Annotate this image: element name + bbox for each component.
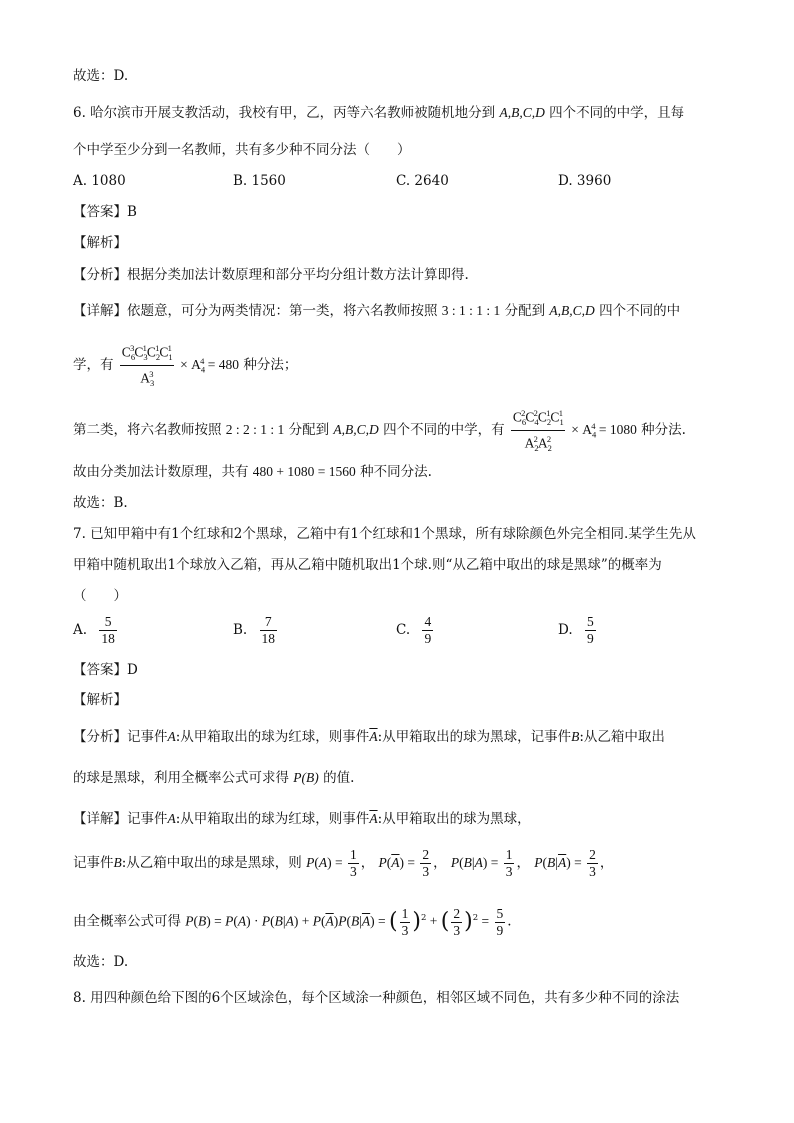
q6-analysis: 【分析】根据分类加法计数原理和部分平均分组计数方法计算即得. bbox=[73, 267, 469, 283]
q7-stem-line2: 甲箱中随机取出1个球放入乙箱，再从乙箱中随机取出1个球.则“从乙箱中取出的球是黑球”的概率为 bbox=[73, 557, 662, 573]
q7-option-b-value: $\frac{7}{18}$ bbox=[261, 614, 276, 646]
q6-class2-line: 第二类，将六名教师按照 2 : 2 : 1 : 1 分配到 A,B,C,D 四个不同的中学，有 $\frac{C_6^2C_4^2C_2^1C_1^1}{A_2^2A_2^2}$ × $A_4^4 = 1080$ 种分法. bbox=[73, 405, 686, 456]
prev-answer-choose: 故选：D. bbox=[73, 68, 129, 84]
q6-schools: A,B,C,D bbox=[499, 105, 545, 120]
q6-detail-text-a: 【详解】依题意，可分为两类情况：第一类，将六名教师按照 bbox=[73, 303, 438, 319]
q6-detail-text-b: 分配到 bbox=[504, 303, 546, 319]
q7-choose: 故选：D. bbox=[73, 954, 129, 970]
q7-option-b bbox=[233, 614, 279, 647]
q7-fenxi-text-a: 【分析】记事件 bbox=[73, 729, 168, 745]
q7-detail-event-a-bar: $\overline{A}$ bbox=[369, 811, 378, 826]
q7-option-c-value: $\frac{4}{9}$ bbox=[424, 614, 432, 646]
q6-sum-text-a: 故由分类加法计数原理，共有 bbox=[73, 464, 249, 480]
q6-result-1080: = 1080 bbox=[598, 422, 637, 438]
q6-option-c: C. 2640 bbox=[396, 173, 449, 189]
q7-pb: P(B) bbox=[293, 770, 319, 785]
q6-formula-class1: $\frac{C_6^3C_3^1C_2^1C_1^1}{A_3^3}$ bbox=[121, 343, 173, 389]
q7-option-a-value: $\frac{5}{18}$ bbox=[101, 614, 115, 646]
q7-stem-line1: 7. 已知甲箱中有1个红球和2个黑球，乙箱中有1个红球和1个黑球，所有球除颜色外完全相同.某学生先从 bbox=[73, 526, 696, 542]
q7-option-c-label: C. bbox=[396, 622, 411, 638]
q6-detail-line2: 学，有 $\frac{C_6^3C_3^1C_2^1C_1^1}{A_3^3}$ × $A_4^4 = 480$ 种分法； bbox=[73, 340, 297, 391]
q7-event-b: B bbox=[571, 729, 580, 744]
q6-detail2-text-a: 学，有 bbox=[73, 357, 114, 374]
q7-option-d-label: D. bbox=[558, 622, 573, 638]
q7-detail-text-b: :从甲箱取出的球为红球，则事件 bbox=[175, 811, 370, 827]
q7-jiexi: 【解析】 bbox=[73, 692, 127, 708]
q7-detail2-event-b: B bbox=[113, 855, 122, 870]
q6-text-a: 6. 哈尔滨市开展支教活动，我校有甲，乙，丙等六名教师被随机地分到 bbox=[73, 105, 496, 121]
q7-event-a-bar: $\overline{A}$ bbox=[369, 729, 378, 744]
q7-analysis-line1 bbox=[73, 727, 665, 747]
q7-detail-text-c: :从甲箱取出的球为黑球， bbox=[377, 811, 531, 827]
q7-option-d-value: $\frac{5}{9}$ bbox=[586, 614, 594, 646]
q6-stem-line2: 个中学至少分到一名教师，共有多少种不同分法（ ） bbox=[73, 142, 411, 158]
q6-choose: 故选：B. bbox=[73, 495, 128, 511]
q7-detail-line1 bbox=[73, 809, 531, 829]
q7-fenxi-text-b: :从甲箱取出的球为红球，则事件 bbox=[175, 729, 370, 745]
q8-stem-line1: 8. 用四种颜色给下图的6个区域涂色，每个区域涂一种颜色，相邻区域不同色，共有多少种不同的涂法 bbox=[73, 990, 680, 1006]
q7-detail3-text-a: 由全概率公式可得 bbox=[73, 913, 181, 930]
q7-option-a-label: A. bbox=[73, 622, 88, 638]
q7-option-b-label: B. bbox=[233, 622, 248, 638]
q7-detail-line2: 记事件B:从乙箱中取出的球是黑球，则 P(A) = $\frac{1}{3}$ ， $P(\overline{A})$ = $\frac{2}{3}$ ， P(B|A) = $\frac{1}{3}$ ， $P(B|\overline{A})$ = $\frac{2}{3}$ ， bbox=[73, 847, 614, 879]
q6-class2-text-b: 分配到 bbox=[288, 422, 330, 439]
q7-option-a bbox=[73, 614, 119, 647]
q7-detail-event-a: A bbox=[167, 811, 176, 826]
q6-formula-class2: $\frac{C_6^2C_4^2C_2^1C_1^1}{A_2^2A_2^2}$ bbox=[512, 408, 564, 454]
q6-answer: 【答案】B bbox=[73, 204, 137, 220]
q6-sum-text-b: 种不同分法. bbox=[360, 464, 432, 480]
q6-detail2-text-b: 种分法； bbox=[243, 357, 298, 374]
q6-class2-text-d: 种分法. bbox=[641, 422, 686, 439]
q6-sum-line bbox=[73, 462, 432, 482]
q7-detail-line3: 由全概率公式可得 $P(B) = P(A) \cdot P(B|A) + P(\overline{A})P(B|\overline{A})$ = ( $\frac{1}{3}$ )$^2$ + ( $\frac{2}{3}$ )$^2$ = $\frac{5}{9}$ . bbox=[73, 905, 512, 938]
q7-answer: 【答案】D bbox=[73, 662, 138, 678]
q7-fenxi2-text-b: 的值. bbox=[323, 770, 355, 786]
q7-fenxi-text-d: :从乙箱中取出 bbox=[579, 729, 665, 745]
q6-schools-2: A,B,C,D bbox=[549, 303, 595, 318]
q6-ratio-2: 2 : 2 : 1 : 1 bbox=[225, 422, 285, 438]
q6-option-b: B. 1560 bbox=[233, 173, 286, 189]
q7-fenxi2-text-a: 的球是黑球，利用全概率公式可求得 bbox=[73, 770, 289, 786]
q7-stem-line3: （ ） bbox=[73, 588, 127, 604]
q6-stem-line1 bbox=[73, 103, 684, 123]
q6-option-d: D. 3960 bbox=[558, 173, 612, 189]
q6-jiexi: 【解析】 bbox=[73, 235, 127, 251]
q7-option-c bbox=[396, 614, 435, 647]
q6-text-b: 四个不同的中学，且每 bbox=[549, 105, 685, 121]
q6-option-a: A. 1080 bbox=[73, 173, 126, 189]
q7-event-a: A bbox=[167, 729, 176, 744]
q7-detail2-text-a: 记事件 bbox=[73, 855, 114, 871]
q6-class2-text-c: 四个不同的中学，有 bbox=[383, 422, 505, 439]
q6-class2-text-a: 第二类，将六名教师按照 bbox=[73, 422, 222, 439]
q6-detail-text-c: 四个不同的中 bbox=[599, 303, 681, 319]
q6-ratio-1: 3 : 1 : 1 : 1 bbox=[441, 303, 501, 318]
q7-detail-text-a: 【详解】记事件 bbox=[73, 811, 168, 827]
q7-fenxi-text-c: :从甲箱取出的球为黑球，记事件 bbox=[377, 729, 572, 745]
q6-detail-line1 bbox=[73, 301, 680, 321]
q6-schools-3: A,B,C,D bbox=[333, 422, 379, 438]
q7-analysis-line2 bbox=[73, 768, 354, 788]
q7-detail2-text-b: :从乙箱中取出的球是黑球，则 bbox=[121, 855, 302, 871]
q7-option-d bbox=[558, 614, 598, 647]
q6-result-480: = 480 bbox=[207, 357, 240, 373]
q6-sum-expr: 480 + 1080 = 1560 bbox=[252, 464, 356, 479]
